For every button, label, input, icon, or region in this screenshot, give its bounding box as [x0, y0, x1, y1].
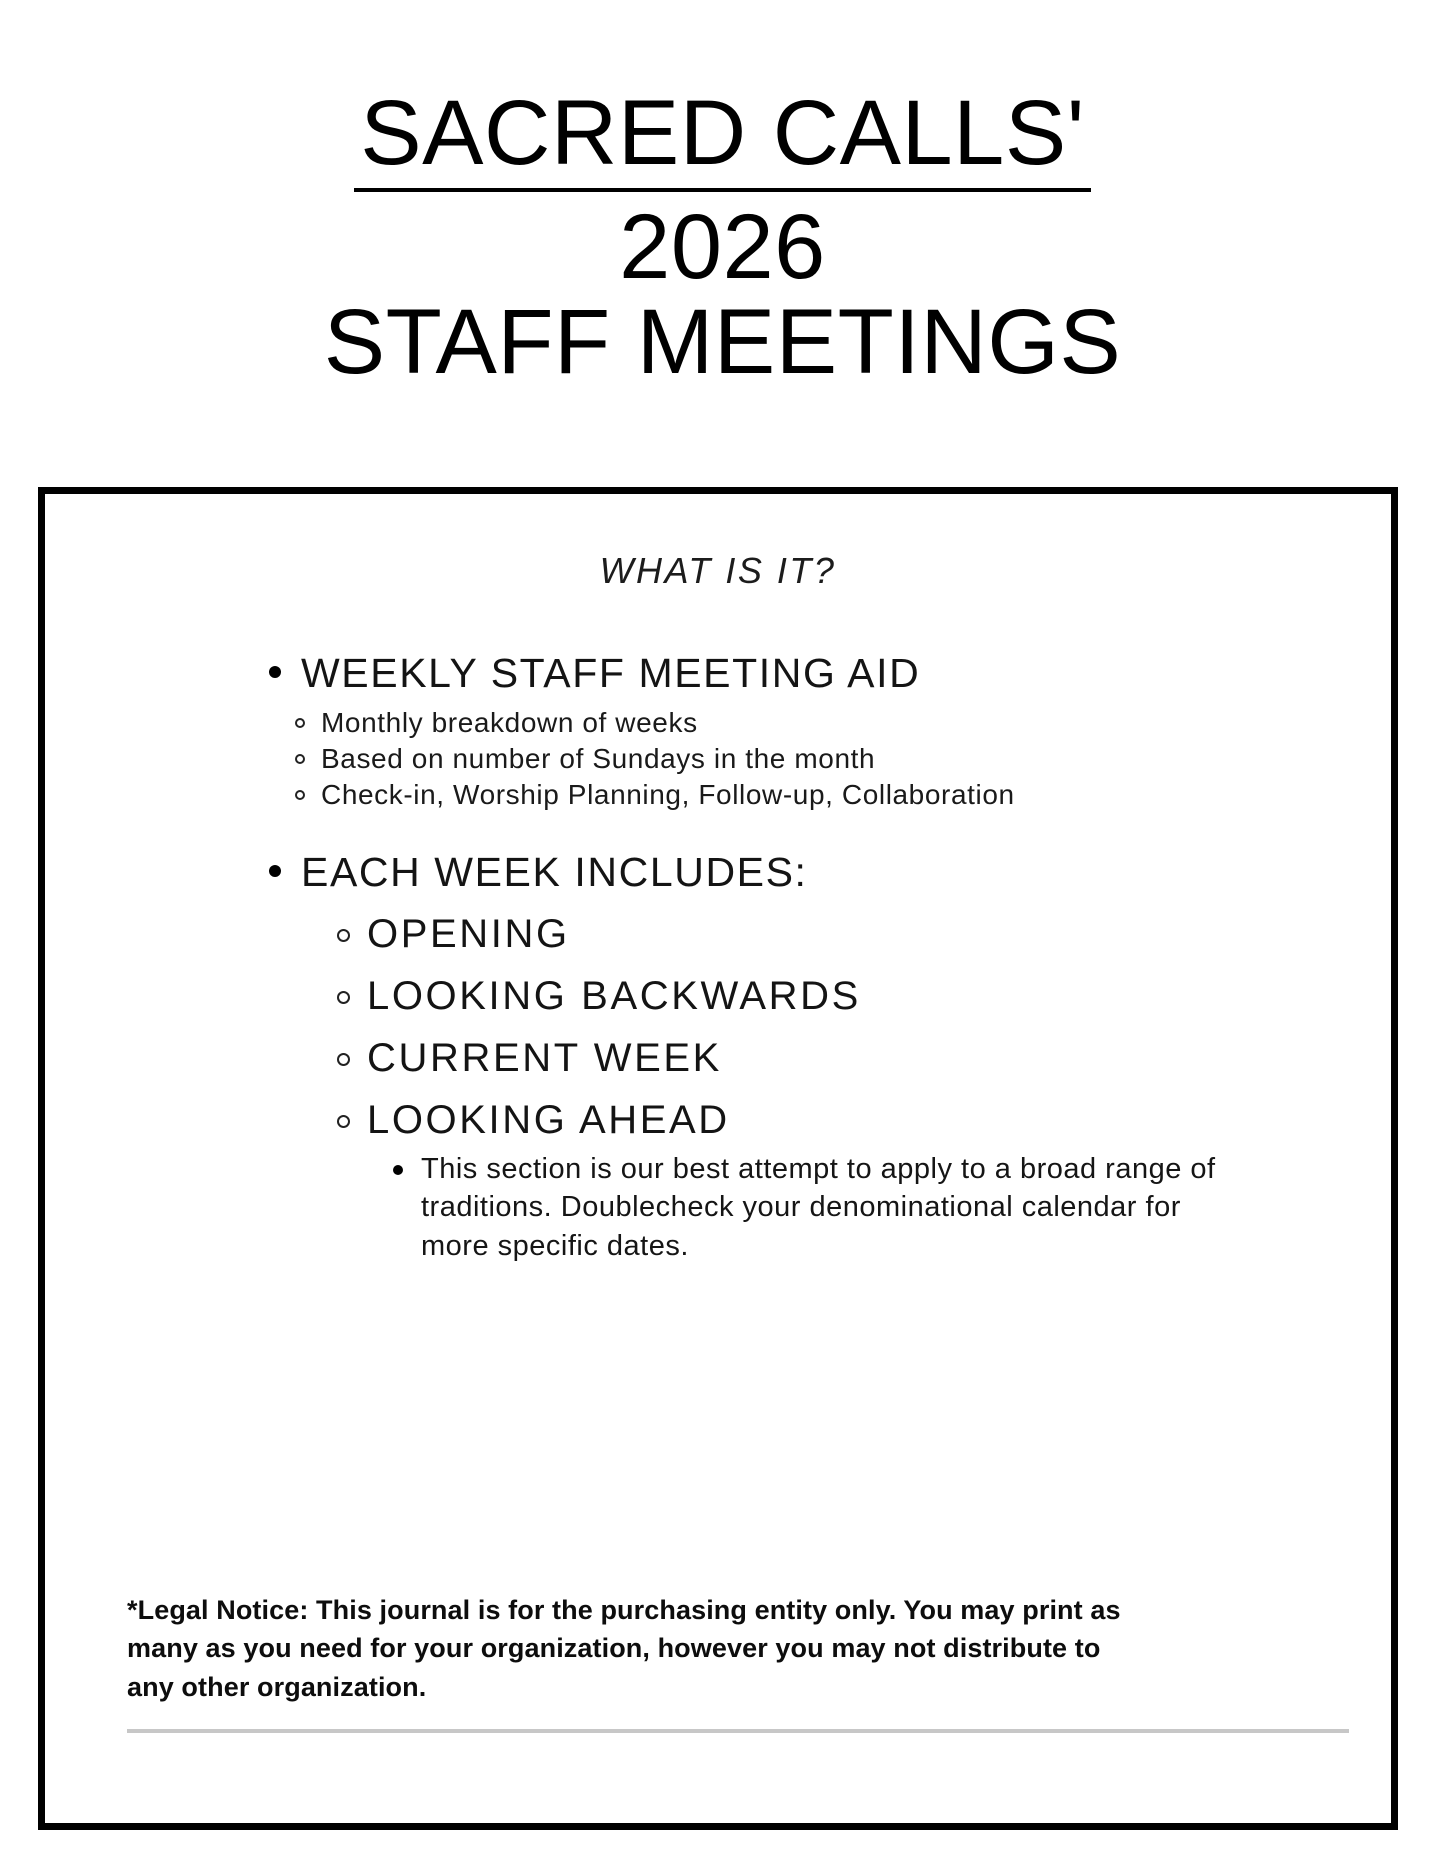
page-title-line-1: SACRED CALLS' [354, 86, 1091, 192]
outline-level-1-list [91, 648, 1345, 1265]
outline-level-2-small-list [91, 705, 1345, 812]
bullet-circle-icon [295, 790, 305, 800]
outline-subitem-label: Monthly breakdown of weeks [321, 707, 698, 739]
outline-level-2-big-list [91, 911, 1345, 1265]
bullet-circle-icon [295, 718, 305, 728]
outline-subitem-label: LOOKING BACKWARDS [367, 973, 861, 1018]
outline-item-label: WEEKLY STAFF MEETING AID [301, 650, 921, 696]
outline-subitem-looking-ahead [91, 1097, 1345, 1142]
outline-sublist-container-2 [91, 911, 1345, 1265]
outline-item-weekly-staff-meeting-aid [91, 648, 1345, 699]
page-title-block [0, 0, 1445, 394]
title-line-1-wrapper [0, 82, 1445, 192]
page-title-line-2: 2026 [619, 195, 826, 298]
outline-note-container [91, 1150, 1345, 1265]
outline-sublist-container-1 [91, 705, 1345, 812]
outline-subitem-label: Based on number of Sundays in the month [321, 743, 876, 775]
bullet-circle-icon [337, 929, 350, 942]
bullet-circle-icon [337, 1115, 350, 1128]
outline-subitem-label: CURRENT WEEK [367, 1035, 722, 1080]
legal-notice: *Legal Notice: This journal is for the purchasing entity only. You may print as many as you need for your organization, however you may not distribute to any other organization. [127, 1595, 1121, 1702]
outline-note-text: This section is our best attempt to apply to a broad range of traditions. Doublecheck your denominational calendar for more specific dates. [421, 1152, 1216, 1262]
bullet-circle-icon [337, 991, 350, 1004]
section-heading-what-is-it: WHAT IS IT? [599, 550, 837, 591]
outline-item-label: EACH WEEK INCLUDES: [301, 848, 808, 895]
outline-subitem-label: Check-in, Worship Planning, Follow-up, Collaboration [321, 778, 1015, 810]
page-title-line-3: STAFF MEETINGS [323, 291, 1122, 394]
bullet-disc-icon [269, 666, 281, 678]
content-box [38, 487, 1398, 1830]
outline-subitem-based-on-sundays [91, 741, 1345, 777]
outline-subitem-looking-backwards [91, 973, 1345, 1018]
bullet-circle-icon [337, 1053, 350, 1066]
outline-subitem-label: LOOKING AHEAD [367, 1097, 730, 1142]
outline-subitem-monthly-breakdown [91, 705, 1345, 741]
outline-subitem-current-week [91, 1035, 1345, 1080]
outline-subitem-opening [91, 911, 1345, 956]
outline-subitem-label: OPENING [367, 911, 570, 956]
outline-level-3-list [91, 1150, 1345, 1265]
bullet-disc-icon [269, 865, 281, 877]
bullet-disc-icon [393, 1165, 403, 1175]
bullet-circle-icon [295, 754, 305, 764]
outline-item-each-week-includes [91, 847, 1345, 898]
outline-note-item [91, 1150, 1345, 1265]
footer-divider [127, 1729, 1349, 1733]
outline-subitem-checkin-worship-followup [91, 777, 1345, 813]
outline-content [45, 648, 1391, 1265]
